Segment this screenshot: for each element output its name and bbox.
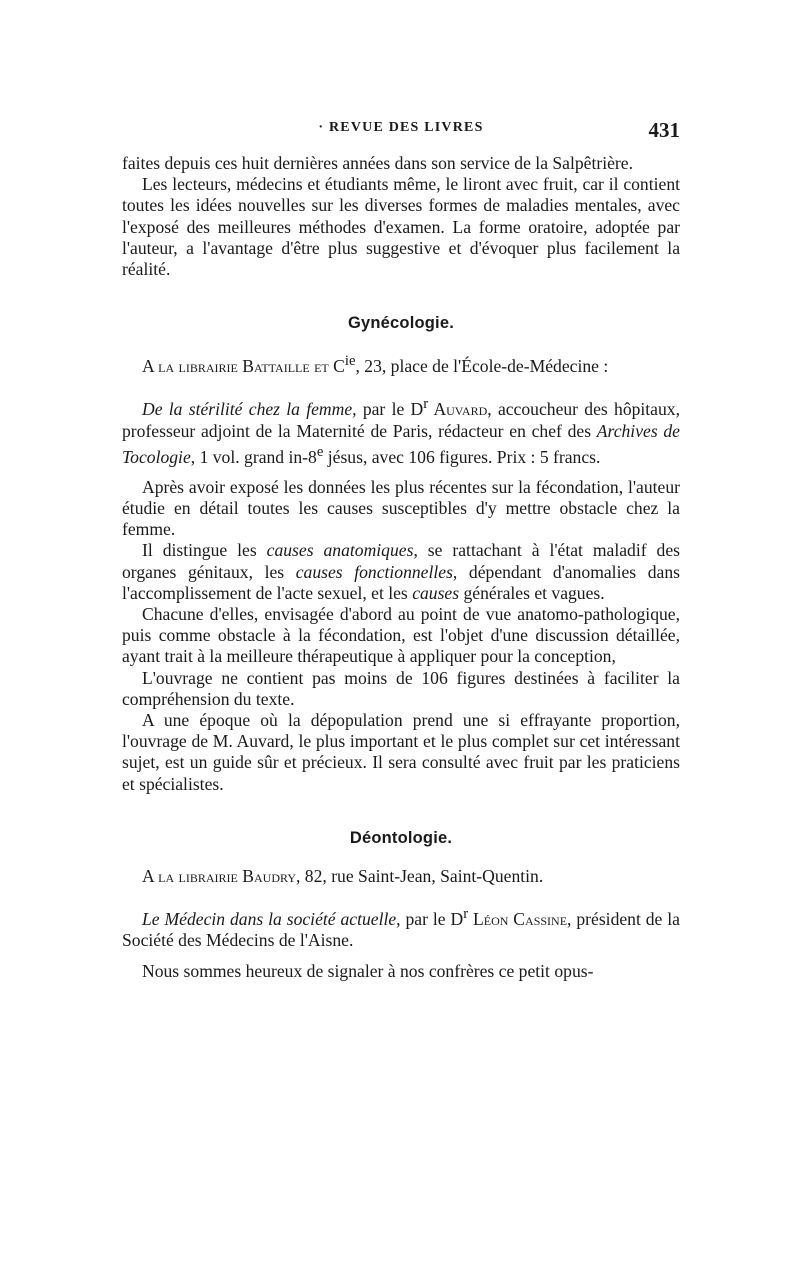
book-price: jésus, avec 106 figures. Prix : 5 francs.	[323, 446, 601, 467]
publisher-co: C	[328, 356, 345, 377]
publisher-address: , 23, place de l'École-de-Médecine :	[355, 356, 609, 377]
book-entry-auvard	[122, 394, 680, 467]
publisher-prefix: A	[142, 866, 159, 887]
book-author: Léon Cassine,	[468, 909, 572, 930]
book-title: Le Médecin dans la société actuelle,	[142, 909, 401, 930]
publisher-prefix: A	[142, 356, 159, 377]
format-sup: e	[316, 443, 324, 460]
review-paragraph-4: L'ouvrage ne contient pas moins de 106 figures destinées à faciliter la compréhension du texte.	[122, 667, 680, 709]
review-text: , dépendant d'anomalies dans l'accomplissement de l'acte sexuel, et les	[122, 561, 680, 603]
body-text	[122, 153, 680, 982]
review-paragraph-2	[122, 540, 680, 604]
dr-sup: r	[463, 906, 469, 923]
review-paragraph-5: A une époque où la dépopulation prend une si effrayante proportion, l'ouvrage de M. Auvard, le plus important et le plus complet sur cet intéressant sujet, est un guide sûr et précieux. Il sera consulté avec fruit par les praticiens et spécialistes.	[122, 710, 680, 794]
publisher-line-battaille	[122, 351, 680, 377]
page-number: 431	[648, 118, 680, 142]
book-description: président de la Société des Médecins de l'Aisne.	[122, 909, 680, 951]
review-paragraph-3: Chacune d'elles, envisagée d'abord au point de vue anatomo-pathologique, puis comme obstacle à la fécondation, est l'objet d'une discussion détaillée, ayant trait à la meilleure thérapeutique à appliquer pour la conception,	[122, 604, 680, 667]
intro-paragraph-2: Les lecteurs, médecins et étudiants même, le liront avec fruit, car il contient toutes les idées nouvelles sur les diverses formes de maladies mentales, avec l'exposé des meilleures méthodes d'examen. La forme oratoire, adoptée par l'auteur, a l'avantage d'être plus suggestive et d'évoquer plus facilement la réalité.	[122, 174, 680, 280]
review-paragraph-1: Après avoir exposé les données les plus récentes sur la fécondation, l'auteur étudie en détail toutes les causes susceptibles d'y mettre obstacle chez la femme.	[122, 476, 680, 540]
book-title: De la stérilité chez la femme,	[142, 399, 357, 420]
publisher-address: 82, rue Saint-Jean, Saint-Quentin.	[300, 866, 544, 887]
section-title-gynecologie: Gynécologie.	[347, 314, 454, 333]
dr-sup: r	[423, 396, 429, 413]
book-by: par le D	[400, 909, 464, 930]
review-paragraph-cassine: Nous sommes heureux de signaler à nos confrères ce petit opus-	[142, 960, 594, 981]
review-italic: causes	[412, 582, 460, 603]
review-text: générales et vagues.	[459, 582, 605, 603]
book-description: accoucheur des hôpitaux, professeur adjoint de la Maternité de Paris, rédacteur en chef des	[122, 399, 680, 441]
intro-paragraph-1: faites depuis ces huit dernières années dans son service de la Salpêtrière.	[122, 153, 634, 173]
review-text: Il distingue les	[142, 540, 267, 561]
journal-title: Archives de Tocologie	[122, 420, 680, 467]
book-by: par le D	[356, 399, 424, 420]
publisher-name: la librairie Baudry,	[158, 866, 301, 887]
book-format: , 1 vol. grand in-8	[190, 446, 317, 467]
review-text: , se rattachant à l'état maladif des organes génitaux, les	[122, 540, 680, 582]
section-title-deontologie: Déontologie.	[349, 828, 453, 847]
page-header	[122, 118, 680, 144]
book-entry-cassine	[122, 904, 680, 951]
running-title: · REVUE DES LIVRES	[318, 120, 484, 135]
publisher-line-baudry	[122, 866, 680, 887]
book-author: Auvard,	[428, 399, 492, 420]
review-italic: causes anatomiques	[266, 540, 414, 561]
publisher-name: la librairie Battaille et	[158, 356, 329, 377]
review-italic: causes fonctionnelles	[295, 561, 453, 582]
publisher-sup: ie	[344, 353, 356, 370]
